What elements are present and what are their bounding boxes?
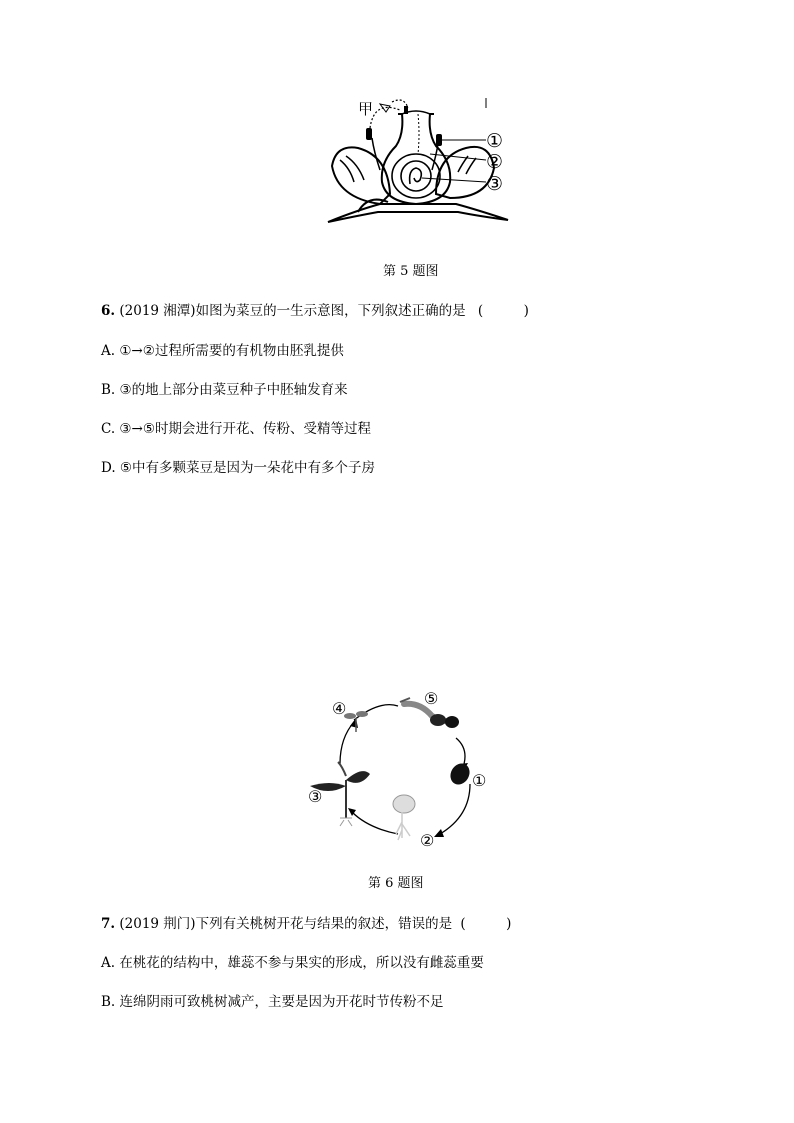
- question6-bracket: ( ): [477, 303, 529, 319]
- marker-2: ②: [486, 151, 504, 173]
- question6-stem: [101, 299, 529, 319]
- question6-option-b: B. ③的地上部分由菜豆种子中胚轴发育来: [101, 382, 348, 398]
- marker-1: ①: [472, 771, 487, 790]
- label-jia: 甲: [358, 100, 374, 118]
- question7-number: 7.: [101, 916, 116, 932]
- question6-option-a: A. ①→②过程所需要的有机物由胚乳提供: [101, 343, 344, 359]
- marker-3: ③: [308, 787, 323, 806]
- question6-text: (2019 湘潭)如图为菜豆的一生示意图，下列叙述正确的是: [119, 303, 466, 319]
- question6-option-c: C. ③→⑤时期会进行开花、传粉、受精等过程: [101, 421, 371, 437]
- marker-1: ①: [486, 130, 504, 152]
- figure5-caption: 第 5 题图: [383, 264, 439, 279]
- question7-bracket: ( ): [460, 916, 512, 932]
- marker-5: ⑤: [424, 689, 439, 708]
- question7-option-a: A. 在桃花的结构中，雄蕊不参与果实的形成，所以没有雌蕊重要: [101, 955, 484, 971]
- question7-text: (2019 荆门)下列有关桃树开花与结果的叙述，错误的是: [119, 916, 453, 932]
- marker-3: ③: [486, 173, 504, 195]
- question6-option-d: D. ⑤中有多颗菜豆是因为一朵花中有多个子房: [101, 460, 376, 476]
- figure6-caption: 第 6 题图: [368, 876, 424, 891]
- question6-number: 6.: [101, 303, 116, 319]
- marker-2: ②: [420, 831, 435, 850]
- question7-option-b: B. 连绵阴雨可致桃树减产，主要是因为开花时节传粉不足: [101, 994, 444, 1010]
- bean-lifecycle-diagram: [300, 688, 500, 856]
- question7-stem: [101, 912, 511, 932]
- marker-4: ④: [332, 699, 347, 718]
- flower-diagram: [318, 94, 518, 236]
